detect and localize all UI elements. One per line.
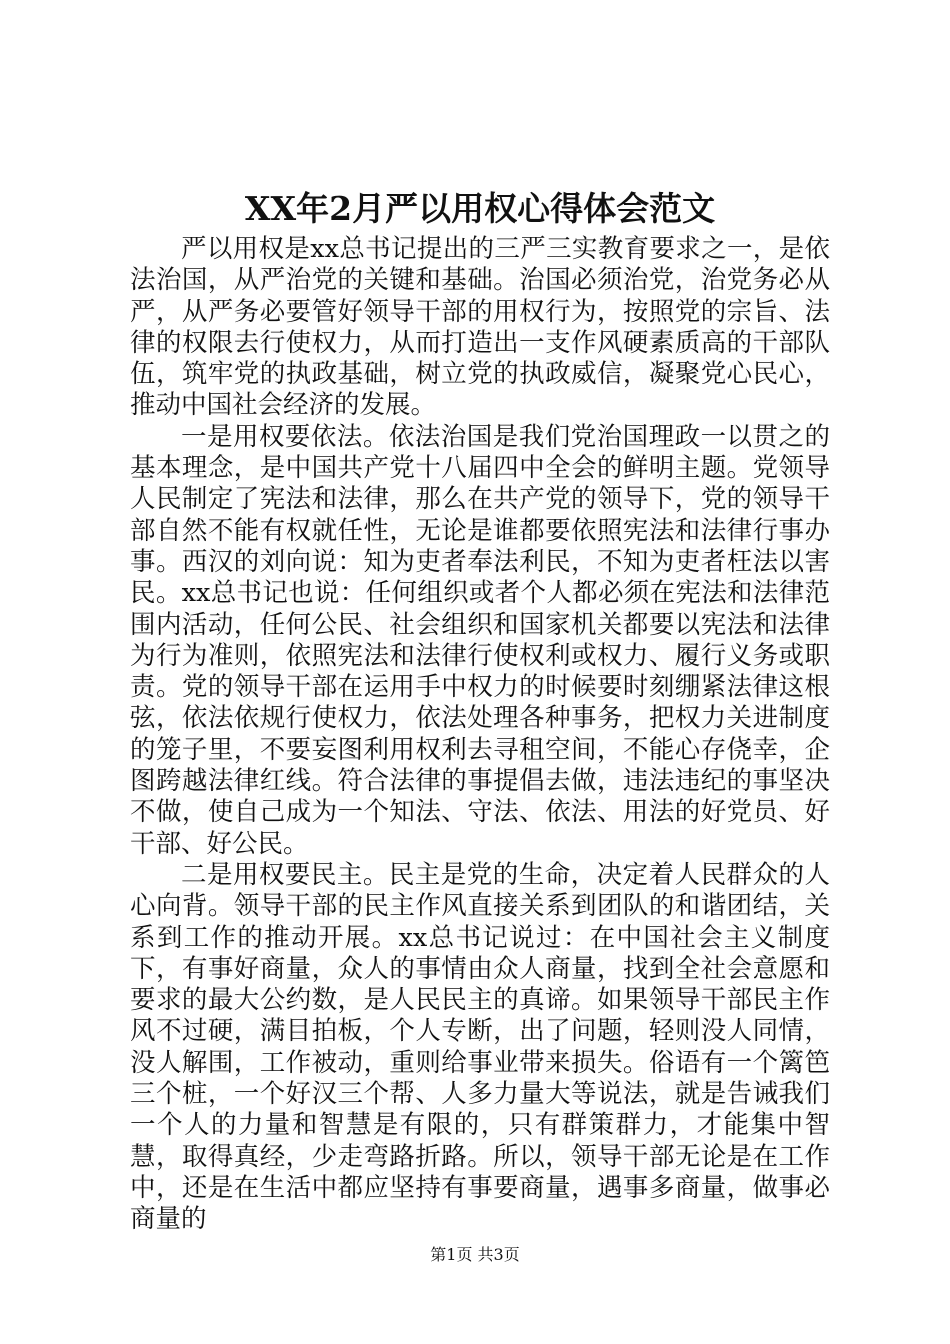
document-body [130,234,830,1236]
document-title: XX年2月严以用权心得体会范文 [244,189,716,228]
paragraph-point-one: 一是用权要依法。依法治国是我们党治国理政一以贯之的基本理念，是中国共产党十八届四中全会的鲜明主题。党领导人民制定了宪法和法律，那么在共产党的领导下，党的领导干部自然不能有权就任性，无论是谁都要依照宪法和法律行事办事。西汉的刘向说：知为吏者奉法利民，不知为吏者枉法以害民。xx总书记也说：任何组织或者个人都必须在宪法和法律范围内活动，任何公民、社会组织和国家机关都要以宪法和法律为行为准则，依照宪法和法律行使权利或权力、履行义务或职责。党的领导干部在运用手中权力的时候要时刻绷紧法律这根弦，依法依规行使权力，依法处理各种事务，把权力关进制度的笼子里，不要妄图利用权利去寻租空间，不能心存侥幸，企图跨越法律红线。符合法律的事提倡去做，违法违纪的事坚决不做，使自己成为一个知法、守法、依法、用法的好党员、好干部、好公民。 [130,421,830,859]
page-footer: 第1页 共3页 [430,1245,520,1264]
paragraph-intro: 严以用权是xx总书记提出的三严三实教育要求之一，是依法治国，从严治党的关键和基础。治国必须治党，治党务必从严，从严务必要管好领导干部的用权行为，按照党的宗旨、法律的权限去行使权力，从而打造出一支作风硬素质高的干部队伍，筑牢党的执政基础，树立党的执政威信，凝聚党心民心，推动中国社会经济的发展。 [130,234,830,421]
paragraph-point-two: 二是用权要民主。民主是党的生命，决定着人民群众的人心向背。领导干部的民主作风直接关系到团队的和谐团结，关系到工作的推动开展。xx总书记说过：在中国社会主义制度下，有事好商量，众人的事情由众人商量，找到全社会意愿和要求的最大公约数，是人民民主的真谛。如果领导干部民主作风不过硬，满目拍板，个人专断，出了问题，轻则没人同情，没人解围，工作被动，重则给事业带来损失。俗语有一个篱笆三个桩，一个好汉三个帮、人多力量大等说法，就是告诫我们一个人的力量和智慧是有限的，只有群策群力，才能集中智慧，取得真经，少走弯路折路。所以，领导干部无论是在工作中，还是在生活中都应坚持有事要商量，遇事多商量，做事必商量的 [130,859,830,1235]
